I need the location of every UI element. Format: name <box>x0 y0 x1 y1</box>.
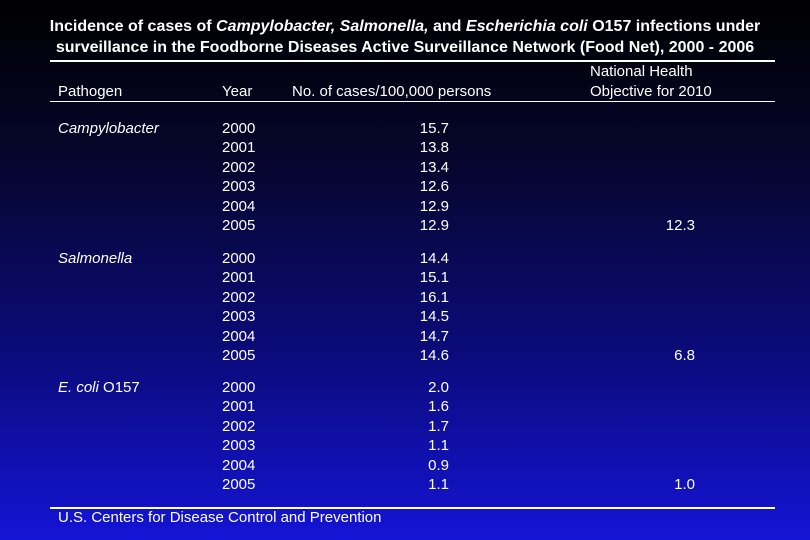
table-title-line-2: surveillance in the Foodborne Diseases Active Surveillance Network (Food Net), 2000 - 2006 <box>55 39 755 56</box>
rate-cell: 15.1 <box>419 269 449 287</box>
rate-cell: 13.4 <box>419 158 449 176</box>
header-objective-line-1: National Health <box>590 63 693 80</box>
rate-cell: 12.9 <box>419 197 449 215</box>
year-cell: 2000 <box>222 120 256 137</box>
rate-cell: 12.9 <box>419 217 449 235</box>
table-title-line-1: Incidence of cases of Campylobacter, Salmonella, and Escherichia coli O157 infections under <box>49 18 761 35</box>
rate-cell: 2.0 <box>428 379 449 396</box>
rate-cell: 1.1 <box>428 476 449 494</box>
objective-ecoli: 1.0 <box>674 476 695 493</box>
pathogen-ecoli: E. coli O157 <box>58 379 140 396</box>
year-cell: 2004 <box>222 456 256 474</box>
rate-cell: 0.9 <box>428 456 449 474</box>
header-objective-line-2: Objective for 2010 <box>590 83 712 100</box>
rates-salmonella <box>390 249 449 365</box>
year-cell: 2003 <box>222 437 256 455</box>
years-salmonella <box>222 249 255 365</box>
year-cell: 2005 <box>222 217 256 235</box>
year-cell: 2004 <box>222 327 256 345</box>
rate-cell: 16.1 <box>419 288 449 306</box>
rate-cell: 14.5 <box>419 308 449 326</box>
year-cell: 2002 <box>222 288 256 306</box>
year-cell: 2000 <box>222 250 256 267</box>
pathogen-campylobacter: Campylobacter <box>58 120 159 137</box>
year-cell: 2003 <box>222 308 256 326</box>
source-footer: U.S. Centers for Disease Control and Prevention <box>58 509 382 526</box>
rate-cell: 1.6 <box>428 398 449 416</box>
pathogen-salmonella: Salmonella <box>58 250 133 267</box>
header-cases: No. of cases/100,000 persons <box>292 83 492 100</box>
year-cell: 2002 <box>222 417 256 435</box>
year-cell: 2000 <box>222 379 256 396</box>
year-cell: 2001 <box>222 139 256 157</box>
year-cell: 2004 <box>222 197 256 215</box>
header-year: Year <box>222 83 253 100</box>
years-ecoli <box>222 378 255 494</box>
rate-cell: 12.6 <box>419 178 449 196</box>
rate-cell: 13.8 <box>419 139 449 157</box>
rate-cell: 1.1 <box>428 437 449 455</box>
rate-cell: 14.4 <box>419 250 449 267</box>
rates-ecoli <box>390 378 449 494</box>
years-campylobacter <box>222 119 255 235</box>
year-cell: 2002 <box>222 158 256 176</box>
year-cell: 2001 <box>222 269 256 287</box>
year-cell: 2001 <box>222 398 256 416</box>
rate-cell: 14.6 <box>419 347 449 365</box>
objective-salmonella: 6.8 <box>674 347 695 364</box>
year-cell: 2005 <box>222 347 256 365</box>
rate-cell: 14.7 <box>419 327 449 345</box>
year-cell: 2003 <box>222 178 256 196</box>
year-cell: 2005 <box>222 476 256 494</box>
rate-cell: 1.7 <box>428 417 449 435</box>
header-divider <box>50 101 775 102</box>
objective-campylobacter: 12.3 <box>665 217 695 234</box>
rate-cell: 15.7 <box>419 120 449 137</box>
header-pathogen: Pathogen <box>58 83 123 100</box>
rates-campylobacter <box>390 119 449 235</box>
